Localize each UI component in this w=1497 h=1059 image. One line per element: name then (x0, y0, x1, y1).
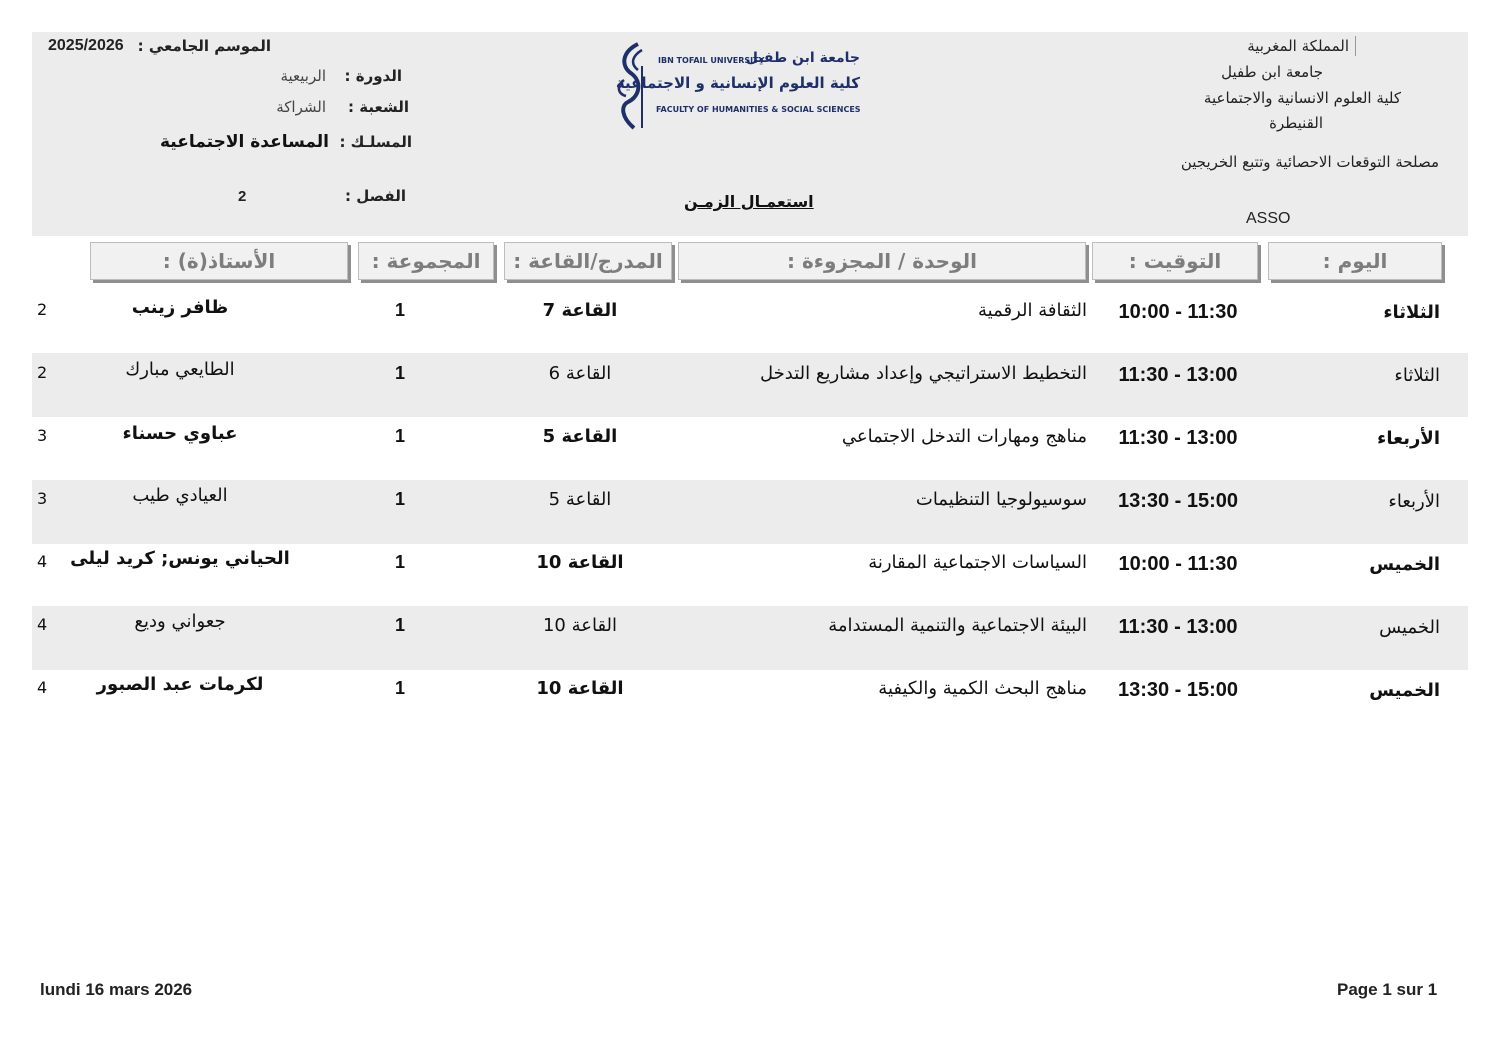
kingdom-text: المملكة المغربية (1247, 37, 1349, 55)
row-group: 1 (394, 426, 405, 446)
row-day: الأربعاء (1388, 491, 1440, 512)
row-day: الخميس (1369, 680, 1440, 701)
row-group: 1 (394, 489, 405, 509)
footer-date: lundi 16 mars 2026 (40, 980, 193, 999)
row-time: 11:30 - 13:00 (1118, 364, 1238, 386)
row-day: الثلاثاء (1394, 365, 1440, 386)
row-edge-digit: 2 (37, 363, 48, 382)
column-header-group: المجموعة : (358, 242, 494, 280)
session-value: الربيعية (280, 67, 326, 85)
row-day: الخميس (1369, 554, 1440, 575)
division-value: الشراكة (276, 98, 326, 116)
row-professor: لكرمات عبد الصبور (96, 674, 264, 695)
row-time: 13:30 - 15:00 (1117, 490, 1239, 512)
row-room: القاعة 10 (536, 552, 624, 573)
row-group: 1 (394, 678, 405, 698)
row-day: الخميس (1379, 617, 1440, 638)
row-time: 10:00 - 11:30 (1118, 553, 1238, 575)
row-time: 13:30 - 15:00 (1117, 679, 1239, 701)
logo-university-en: IBN TOFAIL UNIVERSITY (658, 56, 765, 65)
row-module: الثقافة الرقمية (978, 300, 1087, 321)
row-room: القاعة 10 (542, 615, 618, 636)
logo-faculty-ar: كلية العلوم الإنسانية و الاجتماعية (615, 74, 860, 92)
program-code: ASSO (1246, 210, 1291, 227)
footer-page-number: Page 1 sur 1 (1337, 980, 1438, 999)
row-module: مناهج ومهارات التدخل الاجتماعي (841, 426, 1087, 447)
university-logo (612, 40, 862, 132)
row-day: الأربعاء (1377, 428, 1440, 449)
column-header-time: التوقيت : (1092, 242, 1258, 280)
row-professor: الطايعي مبارك (125, 359, 235, 380)
row-module: البيئة الاجتماعية والتنمية المستدامة (828, 615, 1087, 636)
track-value: المساعدة الاجتماعية (160, 132, 329, 152)
row-edge-digit: 4 (37, 678, 48, 697)
row-edge-digit: 2 (37, 300, 48, 319)
division-label: الشعبة : (348, 98, 409, 116)
session-label: الدورة : (344, 67, 402, 85)
season-label: الموسم الجامعي : (137, 37, 271, 55)
row-edge-digit: 4 (37, 552, 48, 571)
divider (1355, 36, 1356, 56)
row-room: القاعة 5 (542, 426, 618, 447)
row-module: مناهج البحث الكمية والكيفية (878, 678, 1087, 699)
logo-faculty-en: FACULTY OF HUMANITIES & SOCIAL SCIENCES (656, 105, 861, 114)
city-text: القنيطرة (1269, 114, 1323, 132)
column-header-day: اليوم : (1268, 242, 1442, 280)
row-edge-digit: 4 (37, 615, 48, 634)
semester-label: الفصل : (345, 187, 406, 205)
row-time: 11:30 - 13:00 (1118, 427, 1238, 449)
row-time: 10:00 - 11:30 (1118, 301, 1238, 323)
row-edge-digit: 3 (37, 426, 48, 445)
row-group: 1 (394, 615, 405, 635)
row-group: 1 (394, 552, 405, 572)
season-value: 2025/2026 (48, 37, 124, 54)
row-professor: العيادي طيب (132, 485, 228, 506)
row-professor: جعواني وديع (134, 611, 226, 632)
row-group: 1 (394, 363, 405, 383)
logo-university-ar: جامعة ابن طفيل (745, 50, 860, 66)
row-room: القاعة 10 (536, 678, 624, 699)
row-professor: ظافر زينب (131, 297, 229, 318)
row-day: الثلاثاء (1383, 302, 1440, 323)
row-edge-digit: 3 (37, 489, 48, 508)
semester-value: 2 (238, 188, 247, 205)
column-header-professor: الأستاذ(ة) : (90, 242, 348, 280)
row-professor: الحياني يونس; كريد ليلى (70, 548, 290, 569)
track-label: المسلـك : (339, 133, 412, 151)
university-text: جامعة ابن طفيل (1221, 63, 1323, 81)
row-time: 11:30 - 13:00 (1118, 616, 1238, 638)
row-professor: عباوي حسناء (122, 423, 238, 444)
row-room: القاعة 6 (548, 363, 612, 384)
column-header-module: الوحدة / المجزوءة : (678, 242, 1086, 280)
row-module: سوسيولوجيا التنظيمات (915, 489, 1087, 510)
row-module: السياسات الاجتماعية المقارنة (868, 552, 1087, 573)
page-title: استعمـال الزمـن (684, 192, 814, 211)
faculty-text: كلية العلوم الانسانية والاجتماعية (1203, 89, 1401, 107)
column-header-room: المدرج/القاعة : (504, 242, 672, 280)
row-room: القاعة 5 (548, 489, 612, 510)
row-room: القاعة 7 (542, 300, 618, 321)
service-text: مصلحة التوقعات الاحصائية وتتبع الخريجين (1180, 153, 1439, 171)
row-group: 1 (394, 300, 405, 320)
row-module: التخطيط الاستراتيجي وإعداد مشاريع التدخل (760, 363, 1087, 384)
